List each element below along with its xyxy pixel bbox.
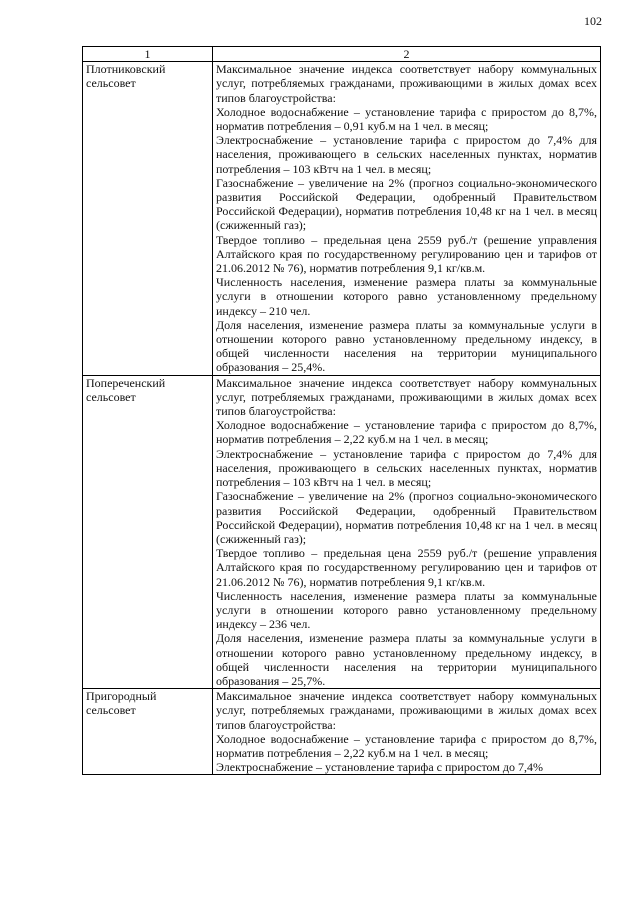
description-paragraph: Холодное водоснабжение – установление тарифа с приростом до 8,7%, норматив потребления – 2,22 куб.м на 1 чел. в месяц; <box>216 418 597 447</box>
column-header-1: 1 <box>83 47 213 62</box>
description-paragraph: Максимальное значение индекса соответствует набору коммунальных услуг, потребляемых гражданами, проживающими в жилых домах всех типов благоустройства: <box>216 62 597 105</box>
description-paragraph: Численность населения, изменение размера платы за коммунальные услуги в отношении которого равно установленному предельному индексу – 236 чел. <box>216 588 597 632</box>
description-paragraph: Твердое топливо – предельная цена 2559 руб./т (решение управления Алтайского края по государственному регулированию цен и тарифов от 21.06.2012 № 76), норматив потребления 9,1 кг/кв.м. <box>216 546 597 589</box>
page-number: 102 <box>584 14 602 28</box>
column-header-2: 2 <box>213 47 601 62</box>
description-paragraph: Максимальное значение индекса соответствует набору коммунальных услуг, потребляемых гражданами, проживающими в жилых домах всех типов благоустройства: <box>216 375 597 419</box>
region-name: Попереченский сельсовет <box>83 375 213 688</box>
description-paragraph: Доля населения, изменение размера платы за коммунальные услуги в отношении которого равно установленному предельному индексу, в общей численности населения на территории муниципального образования – 25,7%. <box>216 631 597 688</box>
description-paragraph: Электроснабжение – установление тарифа с приростом до 7,4% для населения, проживающего в сельских населенных пунктах, норматив потребления – 103 кВтч на 1 чел. в месяц; <box>216 133 597 176</box>
table-row <box>83 375 601 688</box>
description-paragraph: Газоснабжение – увеличение на 2% (прогноз социально-экономического развития Российской Федерации, одобренный Правительством Российской Федерации), норматив потребления 10,48 кг на 1 чел. в месяц (сжиженный газ); <box>216 175 597 233</box>
region-name: Пригородный сельсовет <box>83 689 213 775</box>
region-description <box>213 62 601 375</box>
description-paragraph: Максимальное значение индекса соответствует набору коммунальных услуг, потребляемых гражданами, проживающими в жилых домах всех типов благоустройства: <box>216 689 597 732</box>
description-paragraph: Холодное водоснабжение – установление тарифа с приростом до 8,7%, норматив потребления – 0,91 куб.м на 1 чел. в месяц; <box>216 104 597 134</box>
region-description <box>213 375 601 688</box>
region-name: Плотниковский сельсовет <box>83 62 213 375</box>
region-description <box>213 689 601 775</box>
description-paragraph: Численность населения, изменение размера платы за коммунальные услуги в отношении которого равно установленному предельному индексу – 210 чел. <box>216 275 597 318</box>
tariff-table <box>82 46 601 775</box>
description-paragraph: Электроснабжение – установление тарифа с приростом до 7,4% для населения, проживающего в сельских населенных пунктах, норматив потребления – 103 кВтч на 1 чел. в месяц; <box>216 446 597 490</box>
table-header-row <box>83 47 601 62</box>
table-row <box>83 689 601 775</box>
description-paragraph: Твердое топливо – предельная цена 2559 руб./т (решение управления Алтайского края по государственному регулированию цен и тарифов от 21.06.2012 № 76), норматив потребления 9,1 кг/кв.м. <box>216 232 597 276</box>
table-row <box>83 62 601 375</box>
description-paragraph: Доля населения, изменение размера платы за коммунальные услуги в отношении которого равно установленному предельному индексу, в общей численности населения на территории муниципального образования – 25,4%. <box>216 317 597 375</box>
description-paragraph: Газоснабжение – увеличение на 2% (прогноз социально-экономического развития Российской Федерации, одобренный Правительством Российской Федерации), норматив потребления 10,48 кг на 1 чел. в месяц (сжиженный газ); <box>216 489 597 546</box>
description-paragraph: Холодное водоснабжение – установление тарифа с приростом до 8,7%, норматив потребления – 2,22 куб.м на 1 чел. в месяц; <box>216 731 597 760</box>
description-paragraph: Электроснабжение – установление тарифа с приростом до 7,4% <box>216 760 543 775</box>
